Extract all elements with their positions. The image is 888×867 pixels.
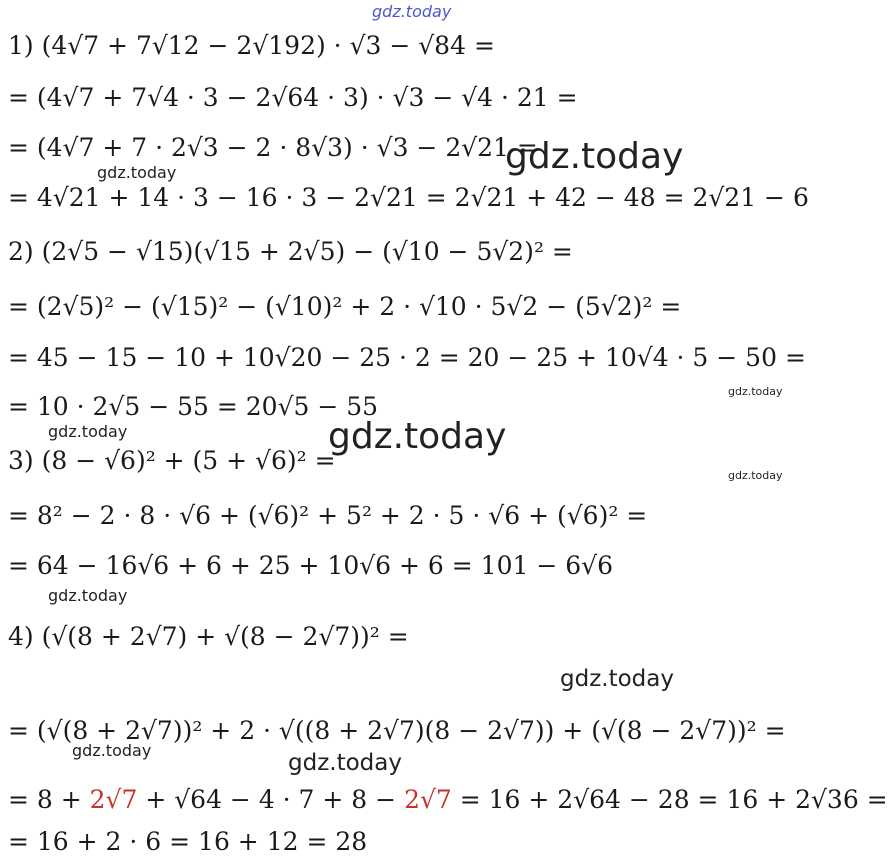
task3-line2: = 8² − 2 · 8 · √6 + (√6)² + 5² + 2 · 5 · √6 + (√6)² = (8, 501, 648, 530)
task4-line1: 4) (√(8 + 2√7) + √(8 − 2√7))² = (8, 622, 409, 651)
task1-line4: = 4√21 + 14 · 3 − 16 · 3 − 2√21 = 2√21 + 42 − 48 = 2√21 − 6 (8, 183, 809, 212)
highlighted-term: 2√7 (404, 785, 452, 814)
expr-part: = 8 + (8, 785, 90, 814)
highlighted-term: 2√7 (89, 785, 138, 814)
expr-part: + √64 − 4 · 7 + 8 − (137, 785, 405, 814)
watermark-small: gdz.today (72, 741, 152, 760)
task3-line1: 3) (8 − √6)² + (5 + √6)² = (8, 446, 336, 475)
task2-line4: = 10 · 2√5 − 55 = 20√5 − 55 (8, 392, 379, 421)
watermark-medium: gdz.today (560, 666, 674, 692)
watermark-small: gdz.today (48, 586, 128, 605)
task4-line4: = 16 + 2 · 6 = 16 + 12 = 28 (8, 827, 368, 856)
task1-line1: 1) (4√7 + 7√12 − 2√192) · √3 − √84 = (8, 31, 495, 60)
task2-line1: 2) (2√5 − √15)(√15 + 2√5) − (√10 − 5√2)² = (8, 237, 573, 266)
task4-line3 (8, 786, 888, 814)
task3-line3: = 64 − 16√6 + 6 + 25 + 10√6 + 6 = 101 − 6√6 (8, 551, 613, 580)
watermark-medium: gdz.today (288, 750, 402, 776)
watermark-large: gdz.today (328, 416, 507, 457)
task1-line3: = (4√7 + 7 · 2√3 − 2 · 8√3) · √3 − 2√21 = (8, 133, 538, 162)
watermark-large: gdz.today (505, 136, 684, 177)
task2-line2: = (2√5)² − (√15)² − (√10)² + 2 · √10 · 5√2 − (5√2)² = (8, 292, 682, 321)
task4-line2: = (√(8 + 2√7))² + 2 · √((8 + 2√7)(8 − 2√7)) + (√(8 − 2√7))² = (8, 716, 786, 745)
task1-line2: = (4√7 + 7√4 · 3 − 2√64 · 3) · √3 − √4 · 21 = (8, 83, 578, 112)
task2-line3: = 45 − 15 − 10 + 10√20 − 25 · 2 = 20 − 25 + 10√4 · 5 − 50 = (8, 343, 806, 372)
expr-part: = 16 + 2√64 − 28 = 16 + 2√36 = (451, 785, 888, 814)
watermark-small: gdz.today (97, 163, 177, 182)
watermark-tiny: gdz.today (728, 469, 783, 482)
watermark-top: gdz.today (372, 2, 452, 21)
watermark-tiny: gdz.today (728, 385, 783, 398)
watermark-small: gdz.today (48, 422, 128, 441)
